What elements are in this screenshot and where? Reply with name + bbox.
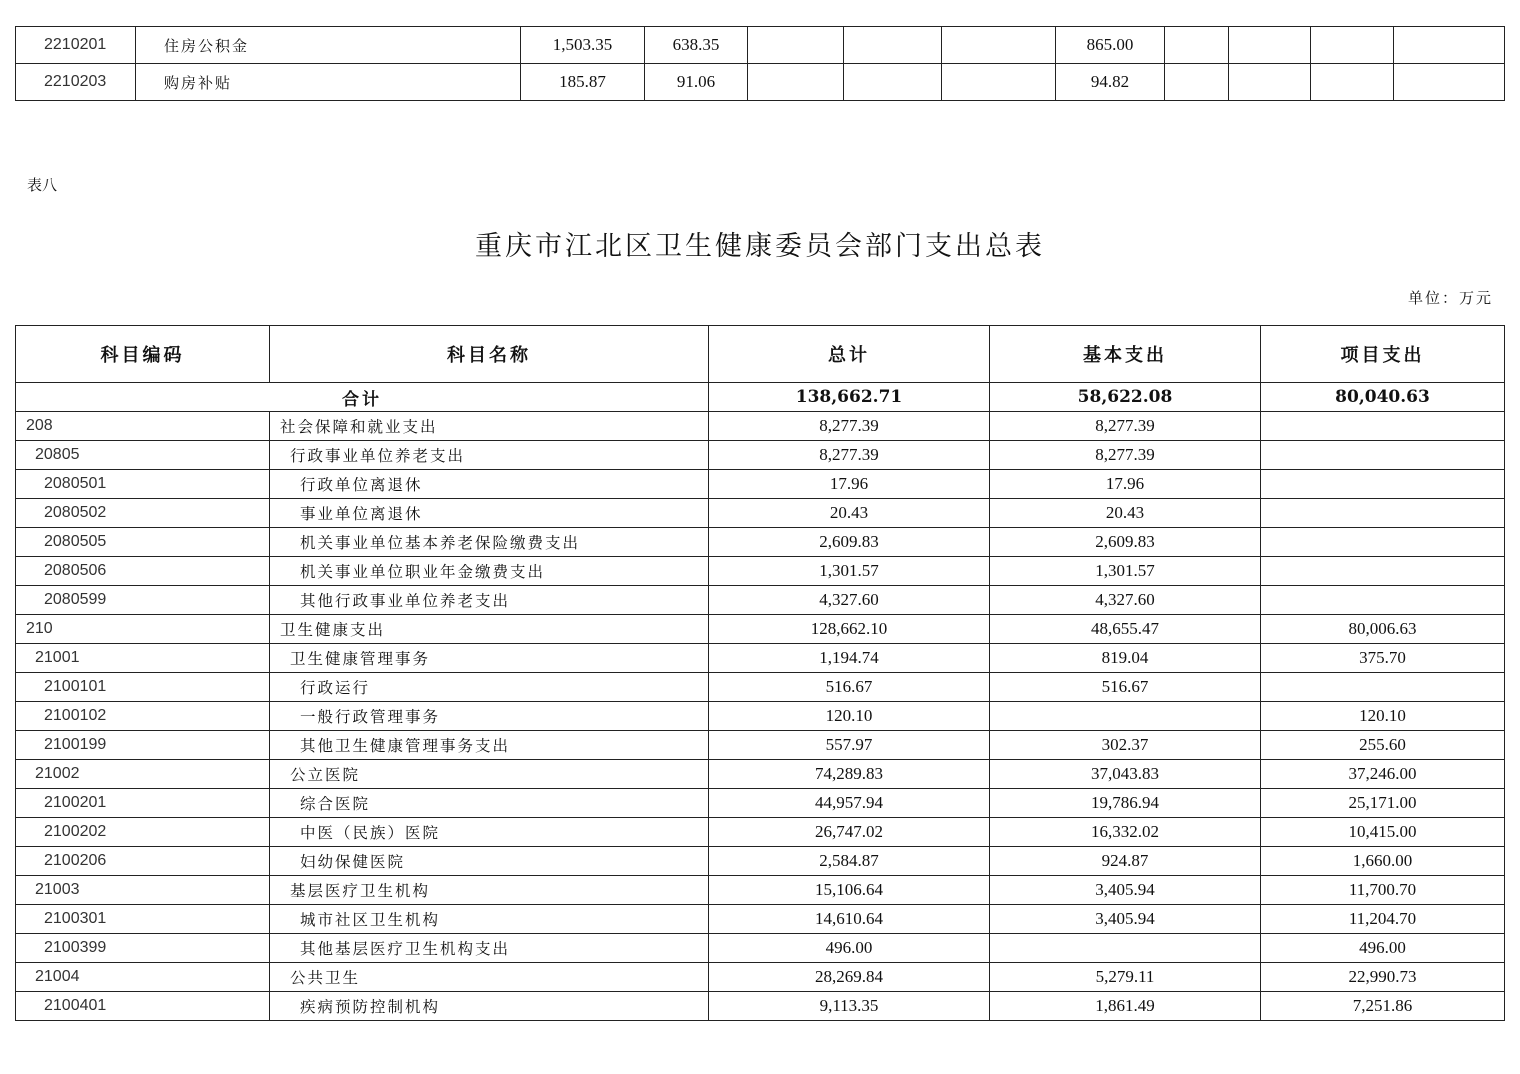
row-code: 21002 — [16, 760, 270, 789]
header-total: 总计 — [709, 326, 990, 383]
table-row — [16, 586, 1505, 615]
row-name: 行政运行 — [270, 673, 709, 702]
expenditure-table — [15, 325, 1505, 1021]
row-code: 2100202 — [16, 818, 270, 847]
row-value — [1394, 64, 1505, 101]
row-total: 557.97 — [709, 731, 990, 760]
table-row — [16, 905, 1505, 934]
header-name: 科目名称 — [270, 326, 709, 383]
row-basic: 8,277.39 — [990, 441, 1261, 470]
row-total: 17.96 — [709, 470, 990, 499]
table-row — [16, 847, 1505, 876]
row-code: 21003 — [16, 876, 270, 905]
row-total: 28,269.84 — [709, 963, 990, 992]
row-code: 2100101 — [16, 673, 270, 702]
row-project — [1261, 528, 1505, 557]
row-total: 496.00 — [709, 934, 990, 963]
table-row — [16, 992, 1505, 1021]
row-basic: 20.43 — [990, 499, 1261, 528]
header-basic: 基本支出 — [990, 326, 1261, 383]
row-basic: 2,609.83 — [990, 528, 1261, 557]
row-code: 2100301 — [16, 905, 270, 934]
row-code: 20805 — [16, 441, 270, 470]
row-name: 购房补贴 — [136, 64, 521, 101]
row-name: 其他基层医疗卫生机构支出 — [270, 934, 709, 963]
row-basic: 1,301.57 — [990, 557, 1261, 586]
row-value — [942, 64, 1056, 101]
row-code: 2080505 — [16, 528, 270, 557]
row-value — [1311, 27, 1394, 64]
row-value — [844, 27, 942, 64]
table-row — [16, 818, 1505, 847]
row-basic: 5,279.11 — [990, 963, 1261, 992]
table-row — [16, 789, 1505, 818]
row-project: 375.70 — [1261, 644, 1505, 673]
row-basic — [990, 702, 1261, 731]
table-row — [16, 702, 1505, 731]
row-name: 卫生健康管理事务 — [270, 644, 709, 673]
row-code: 2100102 — [16, 702, 270, 731]
row-name: 公立医院 — [270, 760, 709, 789]
row-basic: 48,655.47 — [990, 615, 1261, 644]
row-project — [1261, 673, 1505, 702]
header-project: 项目支出 — [1261, 326, 1505, 383]
row-total: 516.67 — [709, 673, 990, 702]
row-basic: 4,327.60 — [990, 586, 1261, 615]
row-total: 44,957.94 — [709, 789, 990, 818]
table-row — [16, 934, 1505, 963]
row-total: 8,277.39 — [709, 412, 990, 441]
table-row — [16, 470, 1505, 499]
row-code: 2080502 — [16, 499, 270, 528]
continued-table — [15, 26, 1505, 101]
row-total: 14,610.64 — [709, 905, 990, 934]
row-basic: 8,277.39 — [990, 412, 1261, 441]
header-code: 科目编码 — [16, 326, 270, 383]
row-value: 94.82 — [1056, 64, 1165, 101]
row-name: 一般行政管理事务 — [270, 702, 709, 731]
table-row — [16, 412, 1505, 441]
row-name: 事业单位离退休 — [270, 499, 709, 528]
table-row — [16, 760, 1505, 789]
row-project: 22,990.73 — [1261, 963, 1505, 992]
total-basic: 58,622.08 — [990, 383, 1261, 412]
row-code: 210 — [16, 615, 270, 644]
total-total: 138,662.71 — [709, 383, 990, 412]
row-name: 城市社区卫生机构 — [270, 905, 709, 934]
row-basic: 3,405.94 — [990, 876, 1261, 905]
table-row — [16, 64, 1505, 101]
row-value — [1165, 64, 1229, 101]
table-row — [16, 557, 1505, 586]
table-row — [16, 644, 1505, 673]
row-code: 2210201 — [16, 27, 136, 64]
row-code: 21004 — [16, 963, 270, 992]
row-basic: 37,043.83 — [990, 760, 1261, 789]
row-code: 208 — [16, 412, 270, 441]
row-total: 2,609.83 — [709, 528, 990, 557]
row-basic: 302.37 — [990, 731, 1261, 760]
row-total: 2,584.87 — [709, 847, 990, 876]
row-value — [1229, 27, 1311, 64]
row-basic: 516.67 — [990, 673, 1261, 702]
table-number-label: 表八 — [27, 176, 58, 194]
row-name: 机关事业单位基本养老保险缴费支出 — [270, 528, 709, 557]
unit-label: 单位：万元 — [1407, 289, 1493, 307]
row-value — [844, 64, 942, 101]
row-total: 120.10 — [709, 702, 990, 731]
row-basic: 924.87 — [990, 847, 1261, 876]
row-project: 80,006.63 — [1261, 615, 1505, 644]
row-total: 20.43 — [709, 499, 990, 528]
row-project: 11,700.70 — [1261, 876, 1505, 905]
row-code: 2080506 — [16, 557, 270, 586]
row-value: 865.00 — [1056, 27, 1165, 64]
row-name: 妇幼保健医院 — [270, 847, 709, 876]
row-total: 128,662.10 — [709, 615, 990, 644]
table-row — [16, 528, 1505, 557]
row-code: 21001 — [16, 644, 270, 673]
row-total: 8,277.39 — [709, 441, 990, 470]
total-row — [16, 383, 1505, 412]
table-row — [16, 27, 1505, 64]
row-name: 其他卫生健康管理事务支出 — [270, 731, 709, 760]
row-name: 住房公积金 — [136, 27, 521, 64]
row-project: 496.00 — [1261, 934, 1505, 963]
row-value — [748, 64, 844, 101]
row-total: 74,289.83 — [709, 760, 990, 789]
row-code: 2080501 — [16, 470, 270, 499]
row-basic: 3,405.94 — [990, 905, 1261, 934]
row-name: 机关事业单位职业年金缴费支出 — [270, 557, 709, 586]
row-total: 15,106.64 — [709, 876, 990, 905]
row-project: 120.10 — [1261, 702, 1505, 731]
row-project: 1,660.00 — [1261, 847, 1505, 876]
table-row — [16, 673, 1505, 702]
row-value — [1394, 27, 1505, 64]
row-value: 91.06 — [645, 64, 748, 101]
row-value — [1229, 64, 1311, 101]
row-code: 2100199 — [16, 731, 270, 760]
row-project — [1261, 499, 1505, 528]
row-name: 公共卫生 — [270, 963, 709, 992]
row-code: 2100401 — [16, 992, 270, 1021]
table-row — [16, 963, 1505, 992]
header-row — [16, 326, 1505, 383]
row-code: 2080599 — [16, 586, 270, 615]
row-code: 2210203 — [16, 64, 136, 101]
row-name: 行政事业单位养老支出 — [270, 441, 709, 470]
table-row — [16, 441, 1505, 470]
total-label: 合计 — [16, 383, 709, 412]
row-value — [1311, 64, 1394, 101]
table-row — [16, 731, 1505, 760]
row-name: 其他行政事业单位养老支出 — [270, 586, 709, 615]
row-name: 综合医院 — [270, 789, 709, 818]
row-project — [1261, 557, 1505, 586]
row-value: 1,503.35 — [521, 27, 645, 64]
row-basic: 16,332.02 — [990, 818, 1261, 847]
row-name: 基层医疗卫生机构 — [270, 876, 709, 905]
row-project: 11,204.70 — [1261, 905, 1505, 934]
row-project — [1261, 412, 1505, 441]
total-project: 80,040.63 — [1261, 383, 1505, 412]
row-name: 社会保障和就业支出 — [270, 412, 709, 441]
row-project: 7,251.86 — [1261, 992, 1505, 1021]
page-title: 重庆市江北区卫生健康委员会部门支出总表 — [475, 231, 1045, 262]
row-basic: 17.96 — [990, 470, 1261, 499]
row-name: 中医（民族）医院 — [270, 818, 709, 847]
row-code: 2100206 — [16, 847, 270, 876]
table-row — [16, 499, 1505, 528]
row-total: 1,194.74 — [709, 644, 990, 673]
table-row — [16, 876, 1505, 905]
row-total: 9,113.35 — [709, 992, 990, 1021]
row-project — [1261, 470, 1505, 499]
row-name: 行政单位离退休 — [270, 470, 709, 499]
row-project: 255.60 — [1261, 731, 1505, 760]
row-code: 2100201 — [16, 789, 270, 818]
row-total: 1,301.57 — [709, 557, 990, 586]
row-code: 2100399 — [16, 934, 270, 963]
row-name: 卫生健康支出 — [270, 615, 709, 644]
row-total: 4,327.60 — [709, 586, 990, 615]
row-basic: 819.04 — [990, 644, 1261, 673]
row-basic: 19,786.94 — [990, 789, 1261, 818]
row-value — [1165, 27, 1229, 64]
row-value — [748, 27, 844, 64]
row-project: 10,415.00 — [1261, 818, 1505, 847]
row-project: 37,246.00 — [1261, 760, 1505, 789]
row-total: 26,747.02 — [709, 818, 990, 847]
row-project: 25,171.00 — [1261, 789, 1505, 818]
row-basic: 1,861.49 — [990, 992, 1261, 1021]
row-value: 185.87 — [521, 64, 645, 101]
row-value — [942, 27, 1056, 64]
row-value: 638.35 — [645, 27, 748, 64]
table-row — [16, 615, 1505, 644]
row-project — [1261, 441, 1505, 470]
row-project — [1261, 586, 1505, 615]
row-name: 疾病预防控制机构 — [270, 992, 709, 1021]
row-basic — [990, 934, 1261, 963]
